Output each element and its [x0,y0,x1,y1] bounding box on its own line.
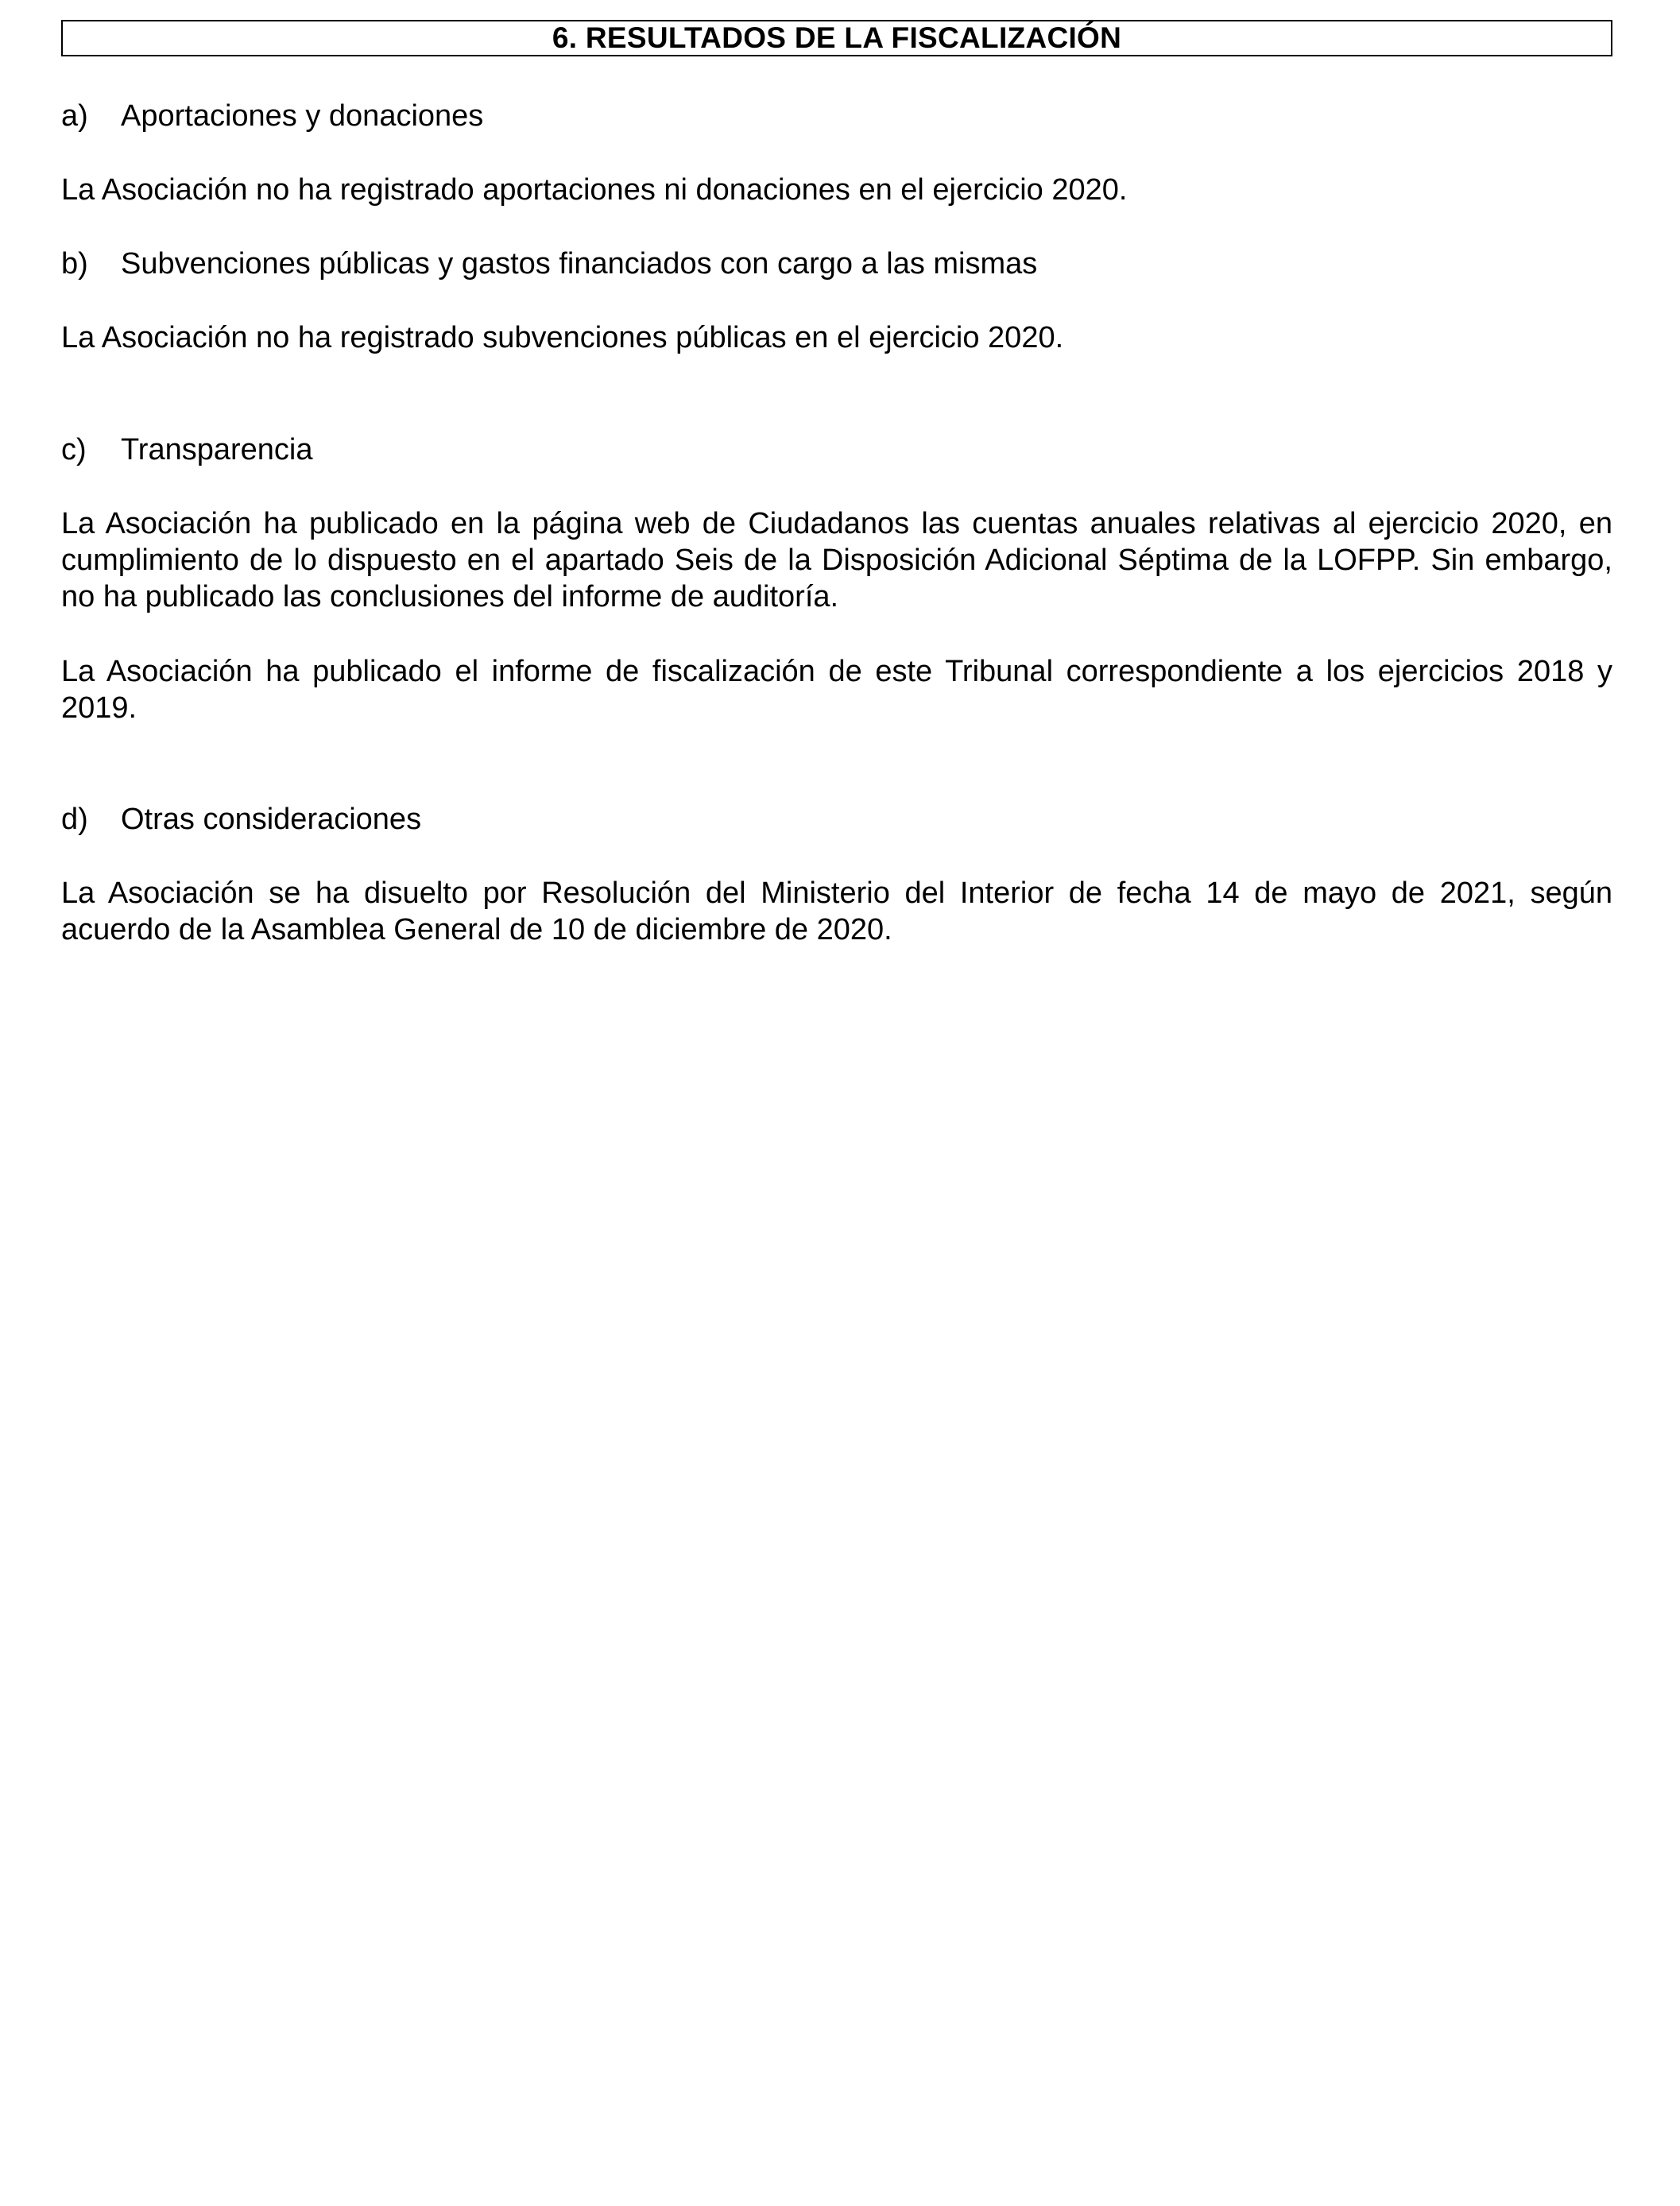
heading-transparencia [61,432,313,468]
paragraph-transparencia-2: La Asociación ha publicado el informe de fiscalización de este Tribunal correspondiente a los ejercicios 2018 y 2019. [61,655,1612,725]
section-title: 6. RESULTADOS DE LA FISCALIZACIÓN [61,20,1612,56]
paragraph-otras-consideraciones: La Asociación se ha disuelto por Resolución del Ministerio del Interior de fecha 14 de mayo de 2021, según acuerdo de la Asamblea General de 10 de diciembre de 2020. [61,877,1612,946]
heading-aportaciones [61,98,483,134]
heading-letter: b) [61,247,88,281]
paragraph-subvenciones: La Asociación no ha registrado subvenciones públicas en el ejercicio 2020. [61,321,1064,354]
heading-letter: d) [61,803,88,836]
heading-letter: c) [61,433,87,466]
heading-text: Transparencia [121,433,313,466]
heading-text: Otras consideraciones [121,803,422,836]
heading-subvenciones [61,246,1037,282]
heading-text: Subvenciones públicas y gastos financiados con cargo a las mismas [121,247,1038,281]
heading-otras-consideraciones [61,801,421,838]
heading-letter: a) [61,99,88,133]
paragraph-transparencia-1: La Asociación ha publicado en la página web de Ciudadanos las cuentas anuales relativas al ejercicio 2020, en cumplimiento de lo dispuesto en el apartado Seis de la Disposición Adicional Séptima de la LOFPP. Sin embargo, no ha publicado las conclusiones del informe de auditoría. [61,507,1612,613]
heading-text: Aportaciones y donaciones [121,99,484,133]
paragraph-aportaciones: La Asociación no ha registrado aportaciones ni donaciones en el ejercicio 2020. [61,173,1128,207]
